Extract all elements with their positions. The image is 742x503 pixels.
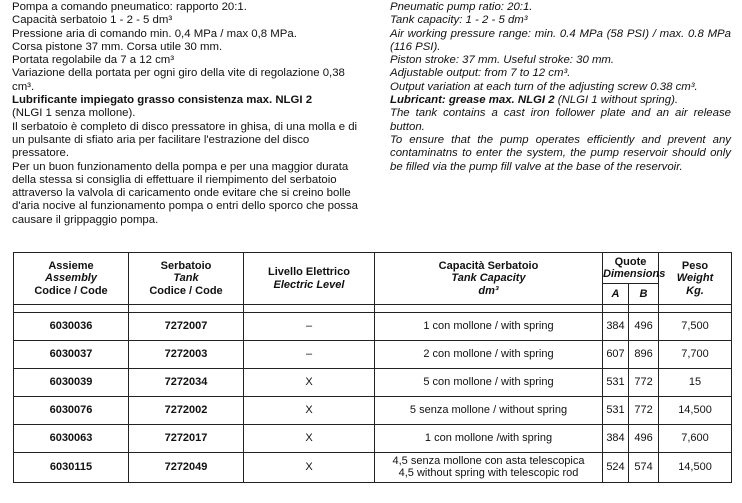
spec-line: Pressione aria di comando min. 0,4 MPa / max 0,8 MPa.	[12, 27, 297, 40]
spec-line: Pompa a comando pneumatico: rapporto 20:1.	[12, 1, 247, 13]
english-spec-column	[390, 1, 731, 174]
product-spec-table	[13, 252, 732, 483]
table-row	[14, 341, 732, 369]
spec-line: Portata regolabile da 7 a 12 cm³	[12, 54, 175, 67]
capacity-line: 2 con mollone / with spring	[423, 347, 554, 360]
header-electric-level: Livello Elettrico Electric Level	[244, 253, 375, 305]
lubricant-line	[390, 94, 731, 107]
spec-line: Corsa pistone 37 mm. Corsa utile 30 mm.	[12, 40, 223, 53]
table-header	[14, 253, 732, 305]
italian-spec-column	[12, 1, 360, 227]
capacity-cell	[375, 425, 603, 453]
lubricant-rest: (NLGI 1 without spring).	[557, 94, 679, 107]
capacity-cell	[375, 313, 603, 341]
header-tank-capacity: Capacità Serbatoio Tank Capacity dm³	[375, 253, 603, 305]
spec-line: Adjustable output: from 7 to 12 cm³.	[390, 67, 571, 80]
tank-note: The tank contains a cast iron follower plate and an air release button.	[390, 107, 731, 133]
weight-cell: 7,500	[659, 313, 732, 341]
dim-a-cell: 531	[603, 369, 629, 397]
capacity-cell	[375, 369, 603, 397]
dim-b-cell: 896	[629, 341, 659, 369]
capacity-line: 1 con mollone /with spring	[424, 431, 553, 444]
header-assembly: Assieme Assembly Codice / Code	[14, 253, 129, 305]
capacity-line: 4,5 senza mollone con asta telescopica	[392, 455, 585, 467]
table-row	[14, 453, 732, 483]
table-row	[14, 369, 732, 397]
tank-note: Il serbatoio è completo di disco pressatore in ghisa, di una molla e di un pulsante di sfiato aria per facilitare l'estrazione del disco pressatore.	[12, 120, 358, 160]
tank-code-cell: 7272003	[129, 341, 244, 369]
capacity-cell	[375, 453, 603, 483]
header-dim-b: B	[629, 284, 659, 305]
tank-code-cell: 7272049	[129, 453, 244, 483]
table-row	[14, 397, 732, 425]
weight-cell: 7,600	[659, 425, 732, 453]
assembly-code-cell: 6030039	[14, 369, 129, 397]
dim-a-cell: 531	[603, 397, 629, 425]
header-dimensions: Quote Dimensions	[603, 253, 659, 284]
dim-b-cell: 574	[629, 453, 659, 483]
spec-line: Piston stroke: 37 mm. Useful stroke: 30 mm.	[390, 54, 615, 67]
lubricant-bold: Lubrificante impiegato grasso consistenza max. NLGI 2	[12, 94, 313, 107]
dim-a-cell: 384	[603, 313, 629, 341]
spec-line: Air working pressure range: min. 0.4 MPa (58 PSI) / max. 0.8 MPa (116 PSI).	[390, 27, 731, 53]
table-row	[14, 313, 732, 341]
dim-b-cell: 496	[629, 425, 659, 453]
assembly-code-cell: 6030115	[14, 453, 129, 483]
capacity-line: 4,5 without spring with telescopic rod	[398, 466, 579, 479]
capacity-cell	[375, 341, 603, 369]
spec-line: Capacità serbatoio 1 - 2 - 5 dm³	[12, 14, 173, 27]
electric-level-cell: X	[244, 369, 375, 397]
table-body	[14, 305, 732, 483]
italian-spec-lines	[12, 1, 360, 94]
tank-code-cell: 7272017	[129, 425, 244, 453]
weight-cell: 14,500	[659, 397, 732, 425]
assembly-code-cell: 6030076	[14, 397, 129, 425]
spec-line: Output variation at each turn of the adjusting screw 0.38 cm³.	[390, 80, 698, 93]
dim-b-cell: 496	[629, 313, 659, 341]
dim-b-cell: 772	[629, 397, 659, 425]
dim-a-cell: 524	[603, 453, 629, 483]
table-row	[14, 425, 732, 453]
spec-line: Variazione della portata per ogni giro della vite di regolazione 0,38 cm³.	[12, 67, 345, 93]
english-spec-lines	[390, 1, 731, 94]
operation-note: Per un buon funzionamento della pompa e per una maggior durata della stessa si consiglia di effettuare il riempimento del serbatoio attraverso la valvola di caricamento onde evitare che si creino bolle d'aria nocive al funzionamento pompa o entri dello sporco che possa causare il grippaggio pompa.	[12, 160, 359, 226]
electric-level-cell: –	[244, 313, 375, 341]
tank-code-cell: 7272002	[129, 397, 244, 425]
tank-code-cell: 7272007	[129, 313, 244, 341]
lubricant-rest: (NLGI 1 senza mollone).	[12, 107, 136, 120]
weight-cell: 15	[659, 369, 732, 397]
header-dim-a: A	[603, 284, 629, 305]
capacity-line: 5 con mollone / with spring	[423, 375, 554, 388]
header-tank: Serbatoio Tank Codice / Code	[129, 253, 244, 305]
lubricant-line	[12, 94, 360, 121]
lubricant-bold: Lubricant: grease max. NLGI 2	[390, 94, 555, 107]
assembly-code-cell: 6030037	[14, 341, 129, 369]
operation-note: To ensure that the pump operates efficiently and prevent any contaminatns to enter the system, the pump reservoir should only be filled via the pump fill valve at the base of the reservoir.	[390, 133, 731, 173]
weight-cell: 7,700	[659, 341, 732, 369]
header-weight: Peso Weight Kg.	[659, 253, 732, 305]
electric-level-cell: –	[244, 341, 375, 369]
dim-a-cell: 384	[603, 425, 629, 453]
electric-level-cell: X	[244, 425, 375, 453]
spec-line: Tank capacity: 1 - 2 - 5 dm³	[390, 14, 528, 27]
weight-cell: 14,500	[659, 453, 732, 483]
assembly-code-cell: 6030036	[14, 313, 129, 341]
tank-code-cell: 7272034	[129, 369, 244, 397]
dim-b-cell: 772	[629, 369, 659, 397]
electric-level-cell: X	[244, 453, 375, 483]
assembly-code-cell: 6030063	[14, 425, 129, 453]
spec-line: Pneumatic pump ratio: 20:1.	[390, 1, 533, 13]
electric-level-cell: X	[244, 397, 375, 425]
capacity-line: 5 senza mollone / without spring	[409, 403, 568, 416]
capacity-cell	[375, 397, 603, 425]
dim-a-cell: 607	[603, 341, 629, 369]
capacity-line: 1 con mollone / with spring	[423, 319, 554, 332]
